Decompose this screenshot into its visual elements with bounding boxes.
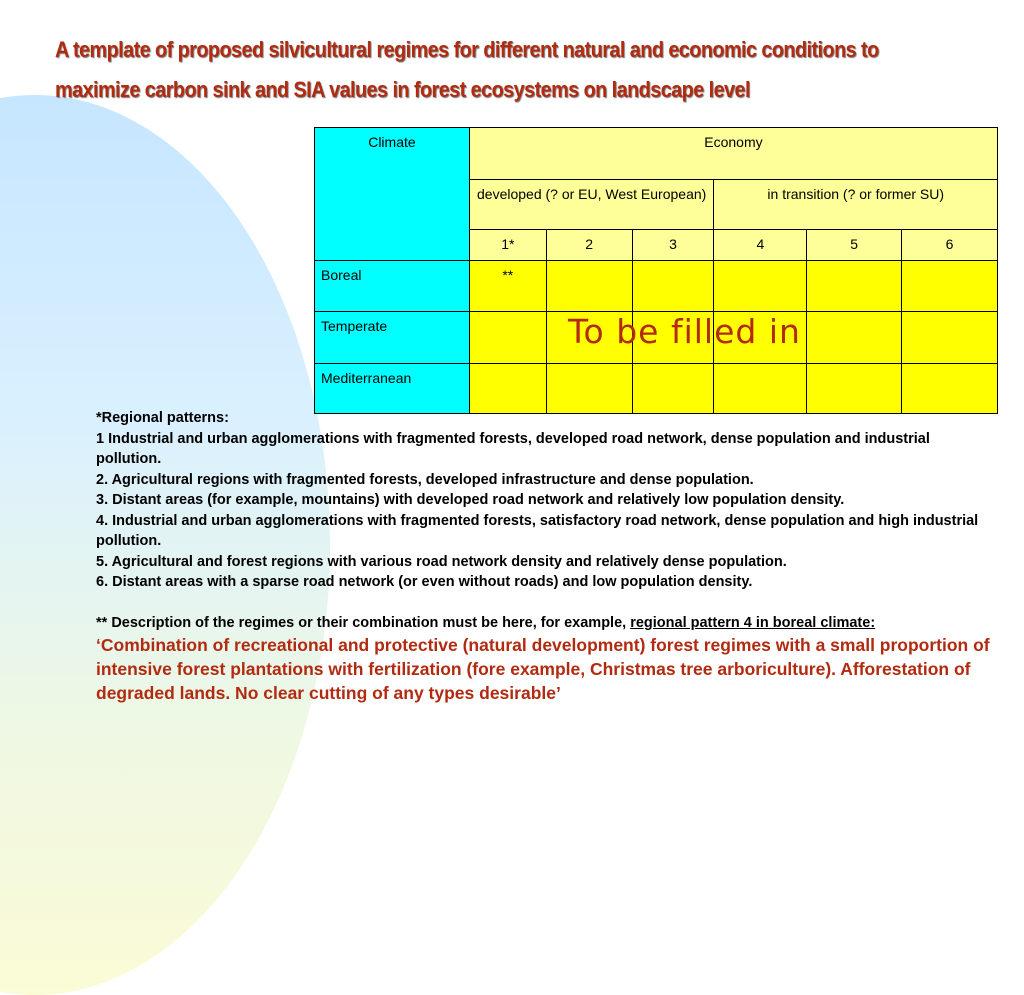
pattern-description: 6. Distant areas with a sparse road network (or even without roads) and low population density. (96, 574, 753, 590)
pattern-description: 3. Distant areas (for example, mountains) with developed road network and relatively low population density. (96, 492, 845, 508)
table-cell (807, 364, 902, 414)
pattern-description: 2. Agricultural regions with fragmented forests, developed infrastructure and dense population. (96, 471, 754, 488)
regimes-table (314, 127, 998, 414)
table-row-boreal (315, 261, 998, 312)
table-cell (714, 312, 807, 364)
example-regime-body: Combination of recreational and protective (natural development) forest regimes with a small proportion of intensive forest plantations with fertilization (fore example, Christmas tree arboriculture). Afforestation of degraded lands. No clear cutting of any types desirable (96, 635, 990, 703)
notes-section (96, 408, 996, 705)
table-cell (632, 312, 714, 364)
table-cell (632, 364, 714, 414)
table-cell (902, 261, 998, 312)
example-regime-text (96, 633, 996, 705)
pattern-header: 2 (546, 230, 632, 261)
slide-title: A template of proposed silvicultural regimes for different natural and economic conditions to maximize carbon sink and SIA values in forest ecosystems on landscape level (55, 37, 879, 102)
pattern-description: 5. Agricultural and forest regions with various road network density and relatively dense population. (96, 553, 787, 570)
table-cell (807, 261, 902, 312)
description-note (96, 613, 996, 634)
pattern-header: 5 (807, 230, 902, 261)
notes-heading: *Regional patterns: (96, 410, 229, 426)
description-prefix: ** Description of the regimes or their combination must be here, for example, (96, 614, 631, 631)
developed-header: developed (? or EU, West European) (469, 180, 714, 230)
table-cell (469, 312, 546, 364)
table-cell (546, 364, 632, 414)
table-cell (807, 312, 902, 364)
pattern-description: 1 Industrial and urban agglomerations with fragmented forests, developed road network, dense population and industrial pollution. (96, 430, 930, 467)
table-header-row (315, 128, 998, 180)
open-quote: ‘ (96, 635, 101, 655)
table-row-temperate (315, 312, 998, 364)
climate-label: Temperate (315, 312, 470, 364)
pattern-header: 3 (632, 230, 714, 261)
climate-label: Mediterranean (315, 364, 470, 414)
pattern-header: 6 (902, 230, 998, 261)
economy-header: Economy (469, 128, 997, 180)
table-cell (714, 364, 807, 414)
close-quote: ’ (555, 683, 561, 703)
pattern-description: 4. Industrial and urban agglomerations with fragmented forests, satisfactory road network, dense population and high industrial pollution. (96, 512, 979, 549)
climate-header: Climate (315, 128, 470, 261)
table-cell: ** (469, 261, 546, 312)
table-cell (902, 364, 998, 414)
spacer (96, 593, 996, 613)
table-cell (902, 312, 998, 364)
pattern-header: 4 (714, 230, 807, 261)
description-example-ref: regional pattern 4 in boreal climate: (630, 614, 876, 631)
table-row-mediterranean (315, 364, 998, 414)
table-cell (714, 261, 807, 312)
table-cell (469, 364, 546, 414)
transition-header: in transition (? or former SU) (714, 180, 998, 230)
table-cell (632, 261, 714, 312)
climate-label: Boreal (315, 261, 470, 312)
table-cell (546, 312, 632, 364)
to-be-filled-label: To be filled in (568, 312, 801, 351)
table-cell (546, 261, 632, 312)
pattern-header: 1* (469, 230, 546, 261)
